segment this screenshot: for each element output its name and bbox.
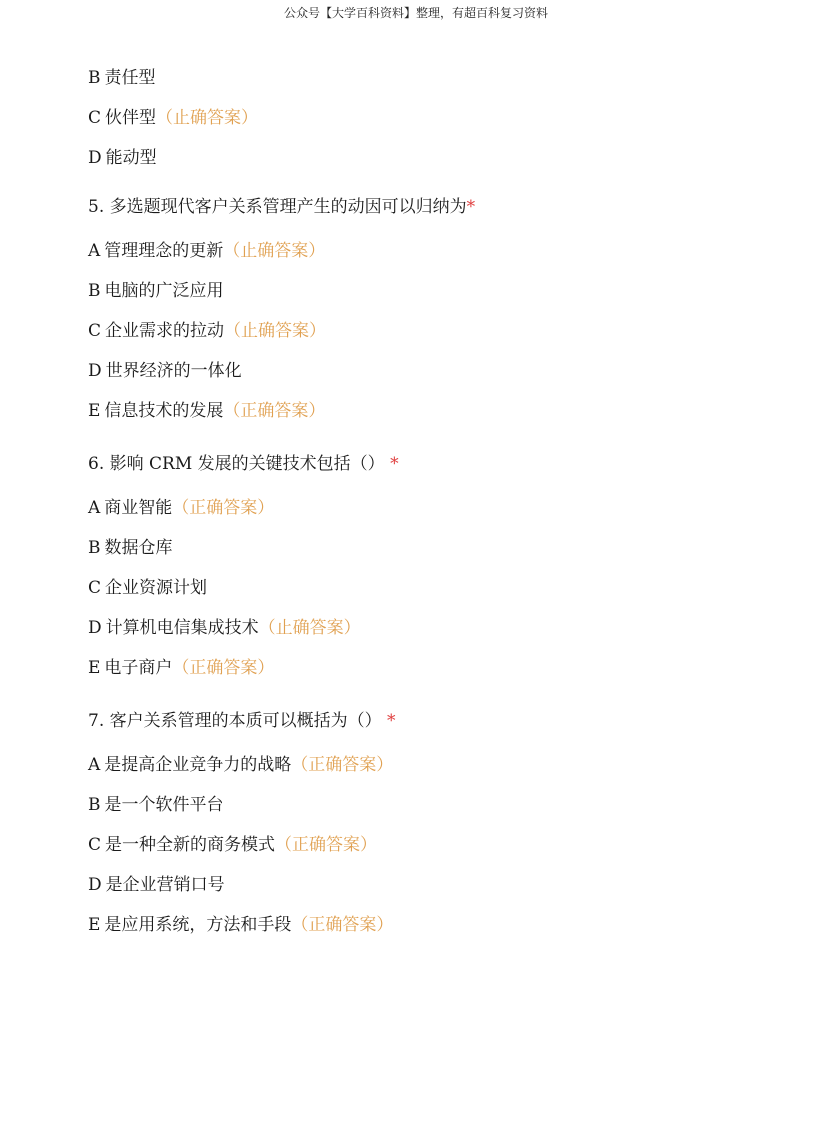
option-text: 电脑的广泛应用: [104, 281, 224, 301]
question-text: 7. 客户关系管理的本质可以概括为（）: [88, 711, 382, 731]
answer-tag: （止确答案）: [156, 108, 259, 128]
option-letter: E: [88, 658, 101, 678]
option-text: 电子商户: [104, 658, 173, 678]
required-star: *: [390, 454, 399, 474]
option-q4-b: [88, 66, 788, 90]
option-letter: D: [88, 618, 102, 638]
answer-tag: （止确答案）: [223, 241, 326, 261]
option-text: 商业智能: [104, 498, 173, 518]
answer-tag: （正确答案）: [223, 401, 326, 421]
option-text: 计算机电信集成技术: [105, 618, 259, 638]
answer-tag: （正确答案）: [291, 755, 394, 775]
option-text: 信息技术的发展: [104, 401, 224, 421]
option-text: 企业资源计划: [105, 578, 208, 598]
question-5-title: [88, 195, 788, 219]
option-q7-c: [88, 833, 788, 857]
option-letter: A: [88, 241, 101, 261]
option-q7-e: [88, 913, 788, 937]
option-text: 管理理念的更新: [104, 241, 224, 261]
option-letter: D: [88, 361, 102, 381]
answer-tag: （正确答案）: [172, 658, 275, 678]
option-text: 是企业营销口号: [105, 875, 225, 895]
option-q5-b: [88, 279, 788, 303]
required-star: *: [466, 197, 476, 217]
option-q7-b: [88, 793, 788, 817]
option-text: 数据仓库: [104, 538, 173, 558]
option-text: 企业需求的拉动: [105, 321, 225, 341]
option-letter: B: [88, 538, 101, 558]
option-letter: A: [88, 755, 101, 775]
answer-tag: （止确答案）: [258, 618, 361, 638]
answer-tag: （正确答案）: [275, 835, 378, 855]
question-7-title: [88, 709, 788, 733]
option-letter: B: [88, 281, 101, 301]
question-text: 6. 影响 CRM 发展的关键技术包括（）: [88, 454, 385, 474]
option-q4-d: [88, 146, 788, 170]
quiz-content: [88, 66, 788, 953]
option-text: 是一种全新的商务模式: [105, 835, 276, 855]
option-q5-e: [88, 399, 788, 423]
option-letter: B: [88, 68, 101, 88]
option-q4-c: [88, 106, 788, 130]
answer-tag: （正确答案）: [291, 915, 394, 935]
option-text: 是应用系统，方法和手段: [104, 915, 292, 935]
option-text: 责任型: [104, 68, 156, 88]
option-q5-d: [88, 359, 788, 383]
option-letter: D: [88, 875, 102, 895]
option-letter: C: [88, 835, 102, 855]
option-q5-a: [88, 239, 788, 263]
option-text: 世界经济的一体化: [105, 361, 242, 381]
option-letter: E: [88, 915, 101, 935]
question-6-title: [88, 452, 788, 476]
option-letter: B: [88, 795, 101, 815]
option-q6-b: [88, 536, 788, 560]
option-q6-d: [88, 616, 788, 640]
option-q6-c: [88, 576, 788, 600]
page-header: 公众号【大学百科资料】整理，有超百科复习资料: [283, 6, 548, 20]
option-text: 伙伴型: [105, 108, 157, 128]
answer-tag: （正确答案）: [172, 498, 275, 518]
option-letter: A: [88, 498, 101, 518]
option-letter: C: [88, 108, 102, 128]
option-q7-a: [88, 753, 788, 777]
option-letter: C: [88, 321, 102, 341]
option-letter: E: [88, 401, 101, 421]
option-letter: D: [88, 148, 102, 168]
option-q5-c: [88, 319, 788, 343]
option-text: 是提高企业竞争力的战略: [104, 755, 292, 775]
option-q6-e: [88, 656, 788, 680]
question-text: 5. 多选题现代客户关系管理产生的动因可以归纳为: [88, 197, 467, 217]
answer-tag: （止确答案）: [224, 321, 327, 341]
option-q6-a: [88, 496, 788, 520]
required-star: *: [387, 711, 396, 731]
option-text: 是一个软件平台: [104, 795, 224, 815]
option-text: 能动型: [105, 148, 157, 168]
option-q7-d: [88, 873, 788, 897]
option-letter: C: [88, 578, 102, 598]
